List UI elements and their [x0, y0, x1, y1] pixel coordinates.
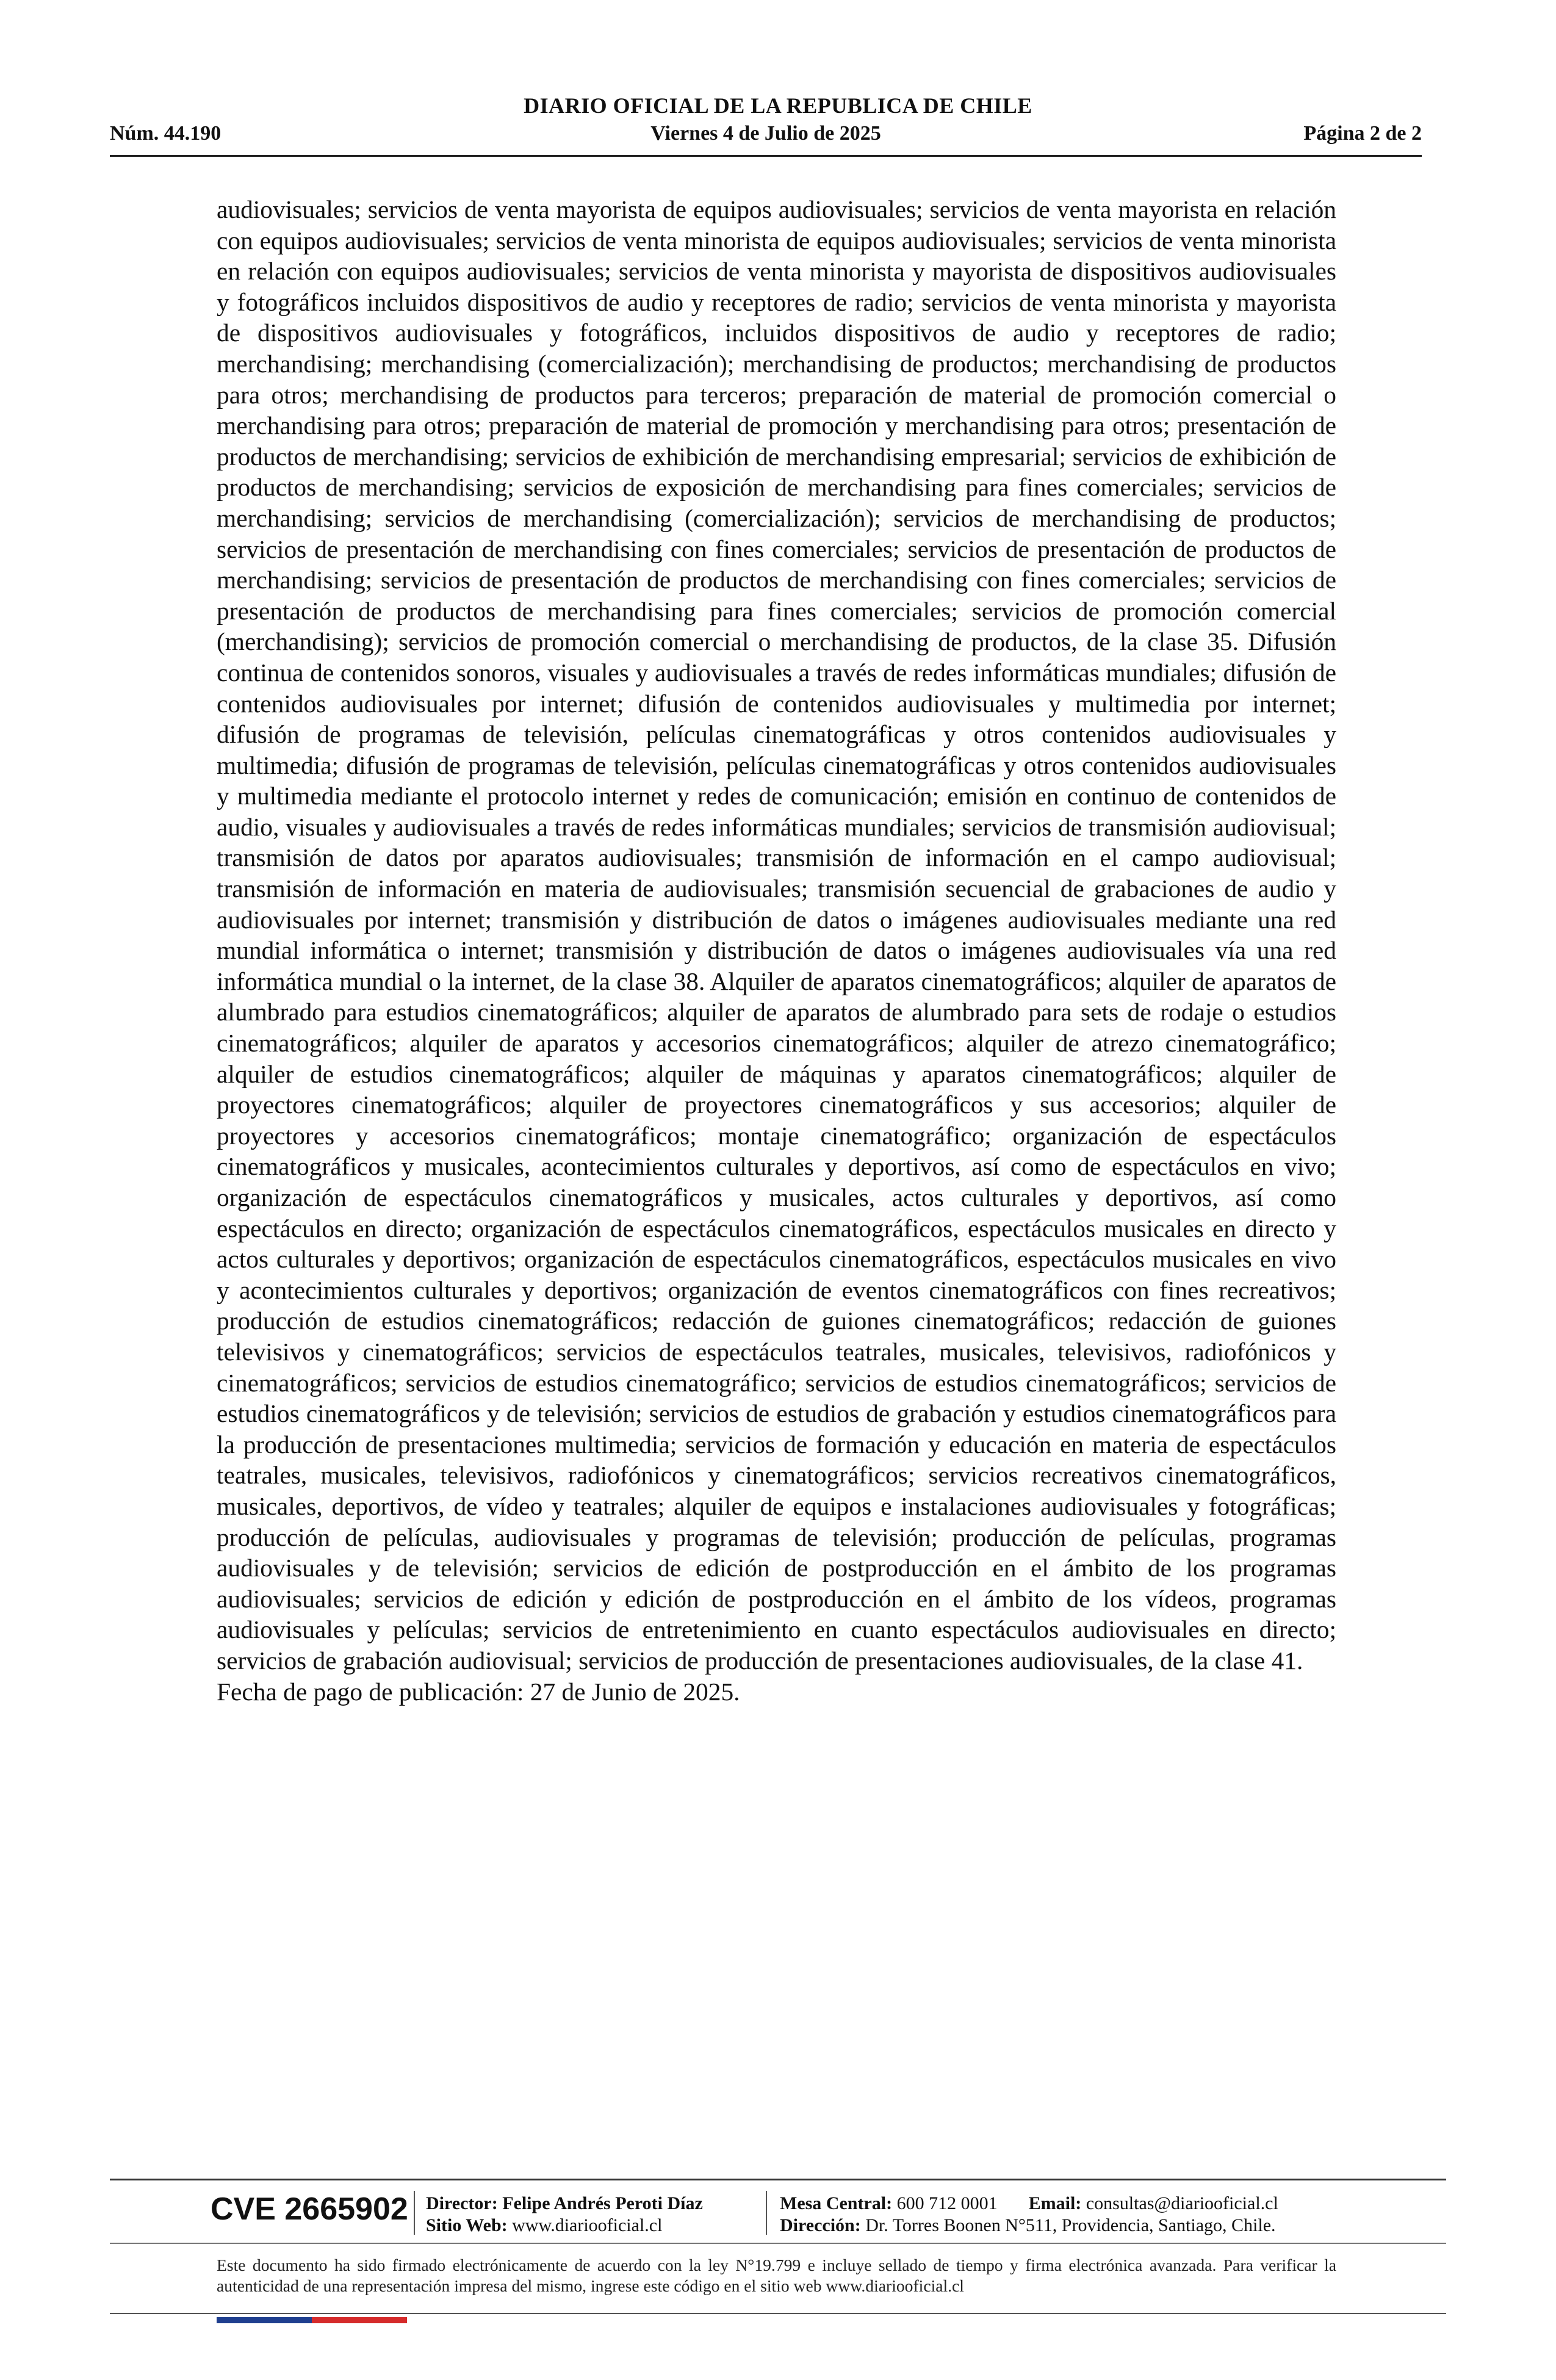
page-indicator: Página 2 de 2: [1303, 122, 1422, 145]
footer-separator: [766, 2191, 767, 2235]
director-label: Director:: [426, 2193, 498, 2213]
footer-middle-divider: [110, 2243, 1446, 2244]
header-divider: [110, 155, 1422, 157]
publication-title: DIARIO OFICIAL DE LA REPUBLICA DE CHILE: [524, 93, 1032, 118]
footer-separator: [414, 2191, 415, 2235]
payment-date: Fecha de pago de publicación: 27 de Junio de 2025.: [217, 1677, 740, 1706]
footer-contact-block: [780, 2193, 1278, 2237]
site-label: Sitio Web:: [426, 2215, 508, 2235]
issue-date: Viernes 4 de Julio de 2025: [650, 122, 881, 145]
mesa-value: 600 712 0001: [896, 2193, 998, 2213]
site-link[interactable]: www.diariooficial.cl: [512, 2215, 663, 2235]
legal-notice: Este documento ha sido firmado electrónicamente de acuerdo con la ley N°19.799 e incluye sellado de tiempo y firma electrónica avanzada. Para verificar la autenticidad de una representación impresa del mismo, ingrese este código en el sitio web www.diariooficial.cl: [217, 2256, 1336, 2295]
director-line: [426, 2193, 703, 2215]
director-name: Felipe Andrés Peroti Díaz: [502, 2193, 703, 2213]
email-label: Email:: [1028, 2193, 1082, 2213]
mesa-label: Mesa Central:: [780, 2193, 893, 2213]
cve-code: CVE 2665902: [211, 2191, 408, 2227]
site-line: [426, 2215, 703, 2237]
address-value: Dr. Torres Boonen N°511, Providencia, Santiago, Chile.: [865, 2215, 1276, 2235]
email-link[interactable]: consultas@diariooficial.cl: [1086, 2193, 1278, 2213]
address-label: Dirección:: [780, 2215, 861, 2235]
flag-red-stripe: [312, 2317, 407, 2323]
flag-stripe: [217, 2317, 407, 2323]
header-row: [110, 122, 1422, 149]
address-line: [780, 2215, 1278, 2237]
contact-line: [780, 2193, 1278, 2215]
document-body: [217, 194, 1336, 1707]
flag-blue-stripe: [217, 2317, 312, 2323]
body-paragraph: audiovisuales; servicios de venta mayorista de equipos audiovisuales; servicios de venta mayorista en relación con equipos audiovisuales; servicios de venta minorista de equipos audiovisuales; servicios de venta minorista en relación con equipos audiovisuales; servicios de venta minorista y mayorista de dispositivos audiovisuales y fotográficos incluidos dispositivos de audio y receptores de radio; servicios de venta minorista y mayorista de dispositivos audiovisuales y fotográficos, incluidos dispositivos de audio y receptores de radio; merchandising; merchandising (comercialización); merchandising de productos; merchandising de productos para otros; merchandising de productos para terceros; preparación de material de promoción comercial o merchandising para otros; preparación de material de promoción y merchandising para otros; presentación de productos de merchandising; servicios de exhibición de merchandising empresarial; servicios de exhibición de productos de merchandising; servicios de exposición de merchandising para fines comerciales; servicios de merchandising; servicios de merchandising (comercialización); servicios de merchandising de productos; servicios de presentación de merchandising con fines comerciales; servicios de presentación de productos de merchandising; servicios de presentación de productos de merchandising con fines comerciales; servicios de presentación de productos de merchandising para fines comerciales; servicios de promoción comercial (merchandising); servicios de promoción comercial o merchandising de productos, de la clase 35. Difusión continua de contenidos sonoros, visuales y audiovisuales a través de redes informáticas mundiales; difusión de contenidos audiovisuales por internet; difusión de contenidos audiovisuales y multimedia por internet; difusión de programas de televisión, películas cinematográficas y otros contenidos audiovisuales y multimedia; difusión de programas de televisión, películas cinematográficas y otros contenidos audiovisuales y multimedia mediante el protocolo internet y redes de comunicación; emisión en continuo de contenidos de audio, visuales y audiovisuales a través de redes informáticas mundiales; servicios de transmisión audiovisual; transmisión de datos por aparatos audiovisuales; transmisión de información en el campo audiovisual; transmisión de información en materia de audiovisuales; transmisión secuencial de grabaciones de audio y audiovisuales por internet; transmisión y distribución de datos o imágenes audiovisuales mediante una red mundial informática o internet; transmisión y distribución de datos o imágenes audiovisuales vía una red informática mundial o la internet, de la clase 38. Alquiler de aparatos cinematográficos; alquiler de aparatos de alumbrado para estudios cinematográficos; alquiler de aparatos de alumbrado para sets de rodaje o estudios cinematográficos; alquiler de aparatos y accesorios cinematográficos; alquiler de atrezo cinematográfico; alquiler de estudios cinematográficos; alquiler de máquinas y aparatos cinematográficos; alquiler de proyectores cinematográficos; alquiler de proyectores cinematográficos y sus accesorios; alquiler de proyectores y accesorios cinematográficos; montaje cinematográfico; organización de espectáculos cinematográficos y musicales, acontecimientos culturales y deportivos, así como de espectáculos en vivo; organización de espectáculos cinematográficos y musicales, actos culturales y deportivos, así como espectáculos en directo; organización de espectáculos cinematográficos, espectáculos musicales en directo y actos culturales y deportivos; organización de espectáculos cinematográficos, espectáculos musicales en vivo y acontecimientos culturales y deportivos; organización de eventos cinematográficos con fines recreativos; producción de estudios cinematográficos; redacción de guiones cinematográficos; redacción de guiones televisivos y cinematográficos; servicios de espectáculos teatrales, musicales, televisivos, radiofónicos y cinematográficos; servicios de estudios cinematográfico; servicios de estudios cinematográficos; servicios de estudios cinematográficos y de televisión; servicios de estudios de grabación y estudios cinematográficos para la producción de presentaciones multimedia; servicios de formación y educación en materia de espectáculos teatrales, musicales, televisivos, radiofónicos y cinematográficos; servicios recreativos cinematográficos, musicales, deportivos, de vídeo y teatrales; alquiler de equipos e instalaciones audiovisuales y fotográficas; producción de películas, audiovisuales y programas de televisión; producción de películas, programas audiovisuales y de televisión; servicios de edición de postproducción en el ámbito de los programas audiovisuales; servicios de edición y edición de postproducción en el ámbito de los vídeos, programas audiovisuales y películas; servicios de entretenimiento en cuanto espectáculos audiovisuales en directo; servicios de grabación audiovisual; servicios de producción de presentaciones audiovisuales, de la clase 41.: [217, 195, 1336, 1675]
footer-top-divider: [110, 2179, 1446, 2180]
issue-number: Núm. 44.190: [110, 122, 222, 145]
footer-bottom-divider: [110, 2313, 1446, 2314]
footer-director-block: [426, 2193, 703, 2237]
